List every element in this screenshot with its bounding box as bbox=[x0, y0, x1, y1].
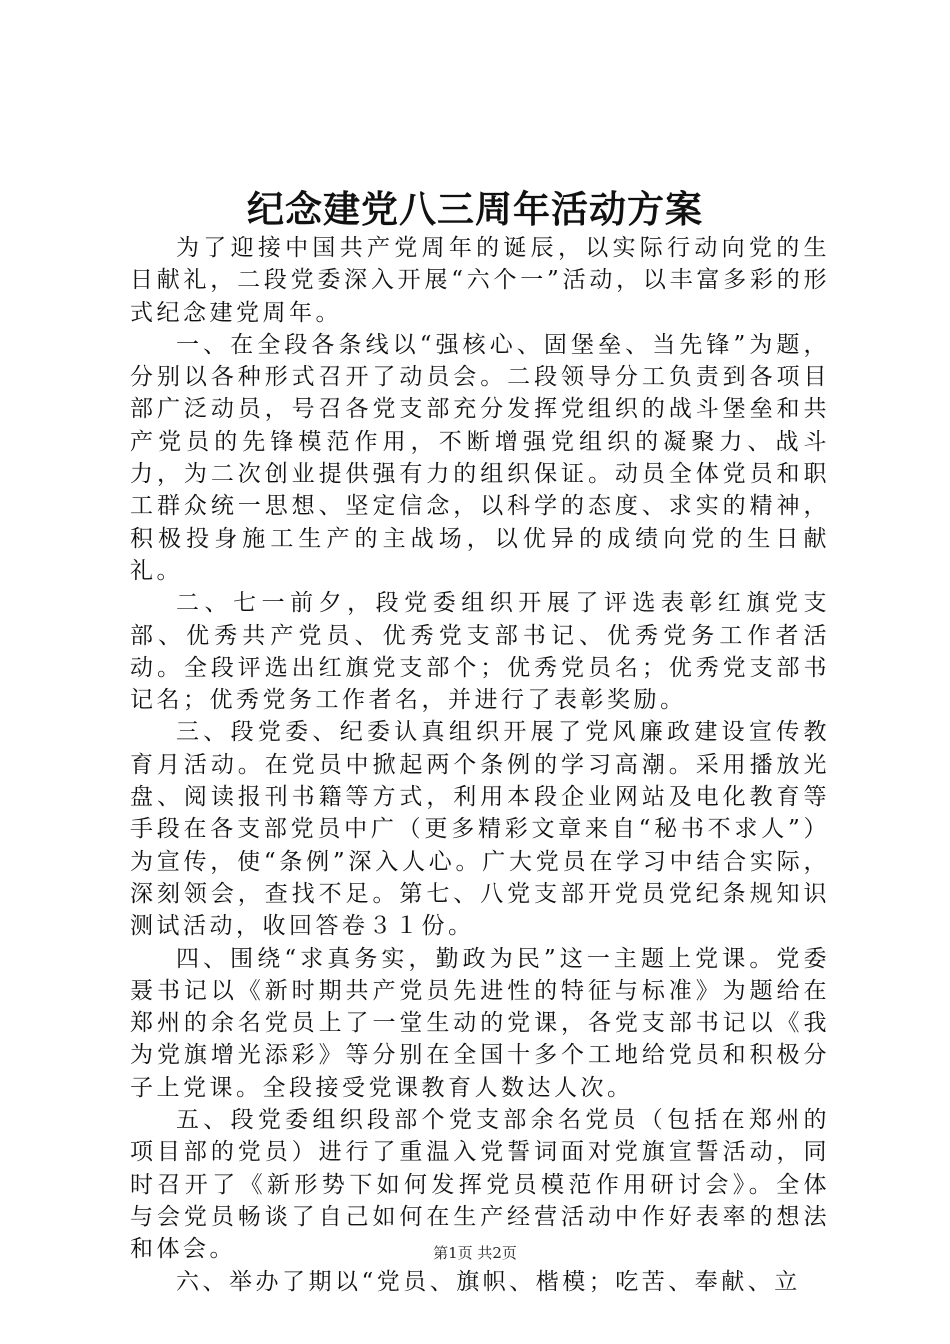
paragraph-intro: 为了迎接中国共产党周年的诞辰，以实际行动向党的生日献礼，二段党委深入开展“六个一”活动，以丰富多彩的形式纪念建党周年。 bbox=[130, 235, 830, 326]
paragraph-item-2: 二、七一前夕，段党委组织开展了评选表彰红旗党支部、优秀共产党员、优秀党支部书记、优秀党务工作者活动。全段评选出红旗党支部个；优秀党员名；优秀党支部书记名；优秀党务工作者名，并进行了表彰奖励。 bbox=[130, 590, 830, 714]
paragraph-item-3: 三、段党委、纪委认真组织开展了党风廉政建设宣传教育月活动。在党员中掀起两个条例的学习高潮。采用播放光盘、阅读报刊书籍等方式，利用本段企业网站及电化教育等手段在各支部党员中广（更多精彩文章来自“秘书不求人”）为宣传，使“条例”深入人心。广大党员在学习中结合实际，深刻领会，查找不足。第七、八党支部开党员党纪条规知识测试活动，收回答卷３１份。 bbox=[130, 719, 830, 940]
paragraph-item-6: 六、举办了期以“党员、旗帜、楷模；吃苦、奉献、立 bbox=[176, 1268, 801, 1295]
paragraph-item-1: 一、在全段各条线以“强核心、固堡垒、当先锋”为题，分别以各种形式召开了动员会。二段领导分工负责到各项目部广泛动员，号召各党支部充分发挥党组织的战斗堡垒和共产党员的先锋模范作用，不断增强党组织的凝聚力、战斗力，为二次创业提供强有力的组织保证。动员全体党员和职工群众统一思想、坚定信念，以科学的态度、求实的精神，积极投身施工生产的主战场，以优异的成绩向党的生日献礼。 bbox=[130, 331, 830, 584]
document-title: 纪念建党八三周年活动方案 bbox=[247, 187, 703, 231]
document-body bbox=[130, 232, 830, 1298]
paragraph-item-4: 四、围绕“求真务实，勤政为民”这一主题上党课。党委聂书记以《新时期共产党员先进性的特征与标准》为题给在郑州的余名党员上了一堂生动的党课，各党支部书记以《我为党旗增光添彩》等分别在全国十多个工地给党员和积极分子上党课。全段接受党课教育人数达人次。 bbox=[130, 945, 830, 1101]
paragraph-item-5: 五、段党委组织段部个党支部余名党员（包括在郑州的项目部的党员）进行了重温入党誓词面对党旗宣誓活动，同时召开了《新形势下如何发挥党员模范作用研讨会》。全体与会党员畅谈了自己如何在生产经营活动中作好表率的想法和体会。 bbox=[130, 1107, 830, 1263]
page-footer: 第1页 共2页 bbox=[433, 1244, 517, 1262]
